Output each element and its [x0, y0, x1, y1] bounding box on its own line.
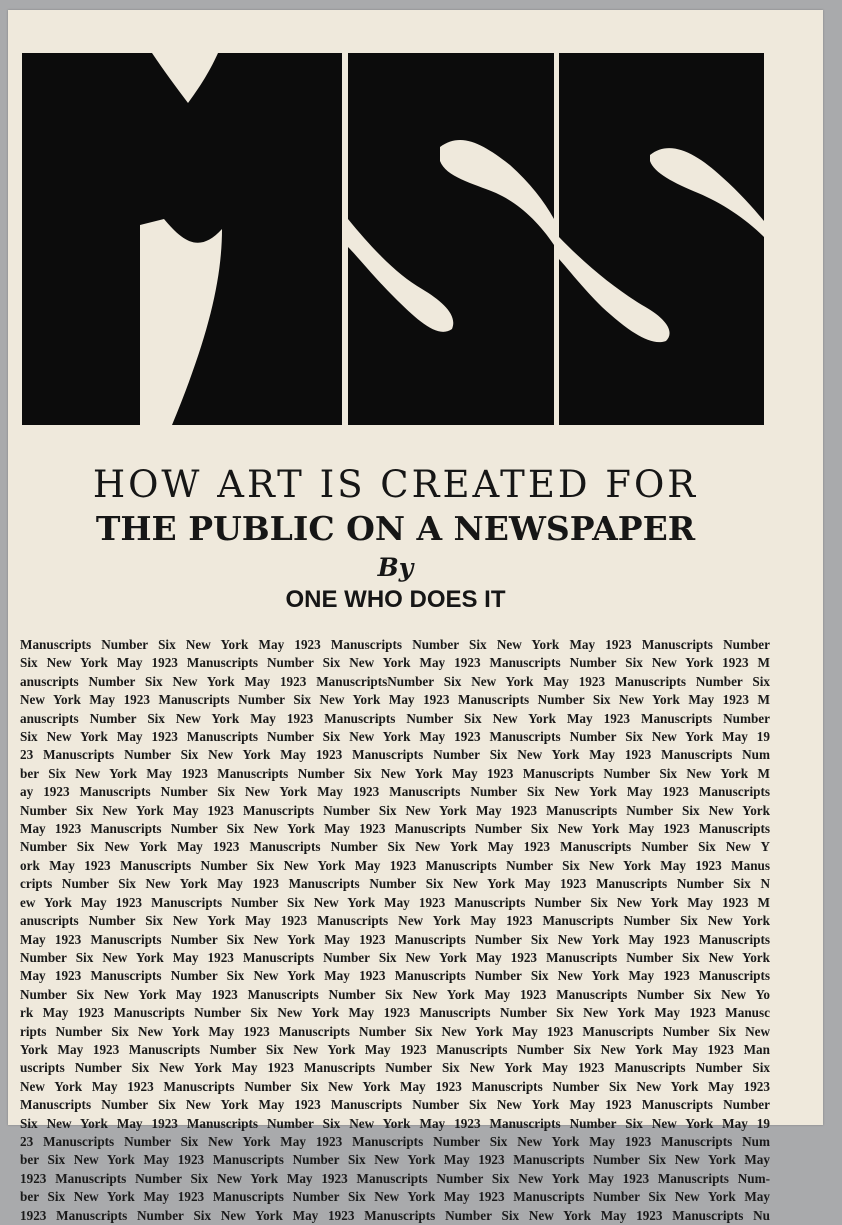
- text-line: ripts Number Six New York May 1923 Manuscripts Number Six New York May 1923 Manuscripts Number Six New: [20, 1023, 770, 1039]
- text-line: anuscripts Number Six New York May 1923 Manuscripts New York May 1923 Manuscripts Number Six New York: [20, 913, 770, 929]
- text-line: 23 Manuscripts Number Six New York May 1923 Manuscripts Number Six New York May 1923 Manuscripts Num: [20, 1133, 770, 1149]
- text-line: ew York May 1923 Manuscripts Number Six New York May 1923 Manuscripts Number Six New York May 1923 M: [20, 894, 770, 910]
- text-line: May 1923 Manuscripts Number Six New York May 1923 Manuscripts Number Six New York May 1923 Manuscripts: [20, 968, 770, 984]
- text-line: cripts Number Six New York May 1923 Manuscripts Number Six New York May 1923 Manuscripts Number Six N: [20, 876, 770, 892]
- text-line: Manuscripts Number Six New York May 1923 Manuscripts Number Six New York May 1923 Manuscripts Number: [20, 637, 770, 652]
- cover-heading: [8, 462, 783, 616]
- text-line: ber Six New York May 1923 Manuscripts Number Six New York May 1923 Manuscripts Number Six New York May: [20, 1189, 770, 1205]
- text-line: Six New York May 1923 Manuscripts Number Six New York May 1923 Manuscripts Number Six New York May 19: [20, 1115, 770, 1131]
- text-line: May 1923 Manuscripts Number Six New York May 1923 Manuscripts Number Six New York May 1923 Manuscripts: [20, 821, 770, 837]
- text-line: Six New York May 1923 Manuscripts Number Six New York May 1923 Manuscripts Number Six New York May 19: [20, 729, 770, 745]
- text-line: Number Six New York May 1923 Manuscripts Number Six New York May 1923 Manuscripts Number Six New Yo: [20, 986, 770, 1002]
- text-line: Number Six New York May 1923 Manuscripts Number Six New York May 1923 Manuscripts Number Six New Y: [20, 839, 770, 855]
- byline-by: By: [377, 553, 414, 582]
- headline-line-1: HOW ART IS CREATED FOR: [92, 463, 699, 506]
- text-line: ork May 1923 Manuscripts Number Six New York May 1923 Manuscripts Number Six New York May 1923 Manus: [20, 857, 770, 873]
- text-line: ber Six New York May 1923 Manuscripts Number Six New York May 1923 Manuscripts Number Six New York May: [20, 1152, 770, 1168]
- logo-letter-s-1: [348, 53, 554, 425]
- text-line: rk May 1923 Manuscripts Number Six New York May 1923 Manuscripts Number Six New York May 1923 Manusc: [20, 1005, 770, 1021]
- text-line: 23 Manuscripts Number Six New York May 1923 Manuscripts Number Six New York May 1923 Manuscripts Num: [20, 747, 770, 763]
- mss-logo-graphic: [22, 53, 764, 425]
- magazine-cover-page: [8, 10, 823, 1223]
- text-line: anuscripts Number Six New York May 1923 Manuscripts Number Six New York May 1923 Manuscripts Number: [20, 710, 770, 726]
- text-line: anuscripts Number Six New York May 1923 ManuscriptsNumber Six New York May 1923 Manuscripts Number Six: [20, 673, 770, 689]
- mss-logo: [22, 53, 764, 425]
- repeating-masthead-text: [20, 636, 770, 1225]
- logo-letter-s-2: [559, 53, 764, 425]
- text-line: Manuscripts Number Six New York May 1923 Manuscripts Number Six New York May 1923 Manuscripts Number: [20, 1097, 770, 1113]
- text-line: Number Six New York May 1923 Manuscripts Number Six New York May 1923 Manuscripts Number Six New York: [20, 802, 770, 818]
- text-line: York May 1923 Manuscripts Number Six New York May 1923 Manuscripts Number Six New York May 1923 Man: [20, 1041, 770, 1057]
- text-line: ber Six New York May 1923 Manuscripts Number Six New York May 1923 Manuscripts Number Six New York M: [20, 765, 770, 781]
- text-line: uscripts Number Six New York May 1923 Manuscripts Number Six New York May 1923 Manuscripts Number Six: [20, 1060, 770, 1076]
- text-line: ay 1923 Manuscripts Number Six New York May 1923 Manuscripts Number Six New York May 1923 Manuscripts: [20, 784, 770, 800]
- byline-author: ONE WHO DOES IT: [285, 586, 506, 613]
- text-line: New York May 1923 Manuscripts Number Six New York May 1923 Manuscripts Number Six New York May 1923 M: [20, 692, 770, 708]
- text-line: Six New York May 1923 Manuscripts Number Six New York May 1923 Manuscripts Number Six New York 1923 M: [20, 655, 770, 671]
- text-line: May 1923 Manuscripts Number Six New York May 1923 Manuscripts Number Six New York May 1923 Manuscripts: [20, 931, 770, 947]
- text-line: 1923 Manuscripts Number Six New York May 1923 Manuscripts Number Six New York May 1923 Manuscripts Nu: [20, 1207, 770, 1223]
- text-line: New York May 1923 Manuscripts Number Six New York May 1923 Manuscripts Number Six New York May 1923: [20, 1078, 770, 1094]
- headline-line-2: THE PUBLIC ON A NEWSPAPER: [95, 509, 696, 548]
- text-line: 1923 Manuscripts Number Six New York May 1923 Manuscripts Number Six New York May 1923 Manuscripts Num-: [20, 1170, 770, 1186]
- text-line: Number Six New York May 1923 Manuscripts Number Six New York May 1923 Manuscripts Number Six New York: [20, 949, 770, 965]
